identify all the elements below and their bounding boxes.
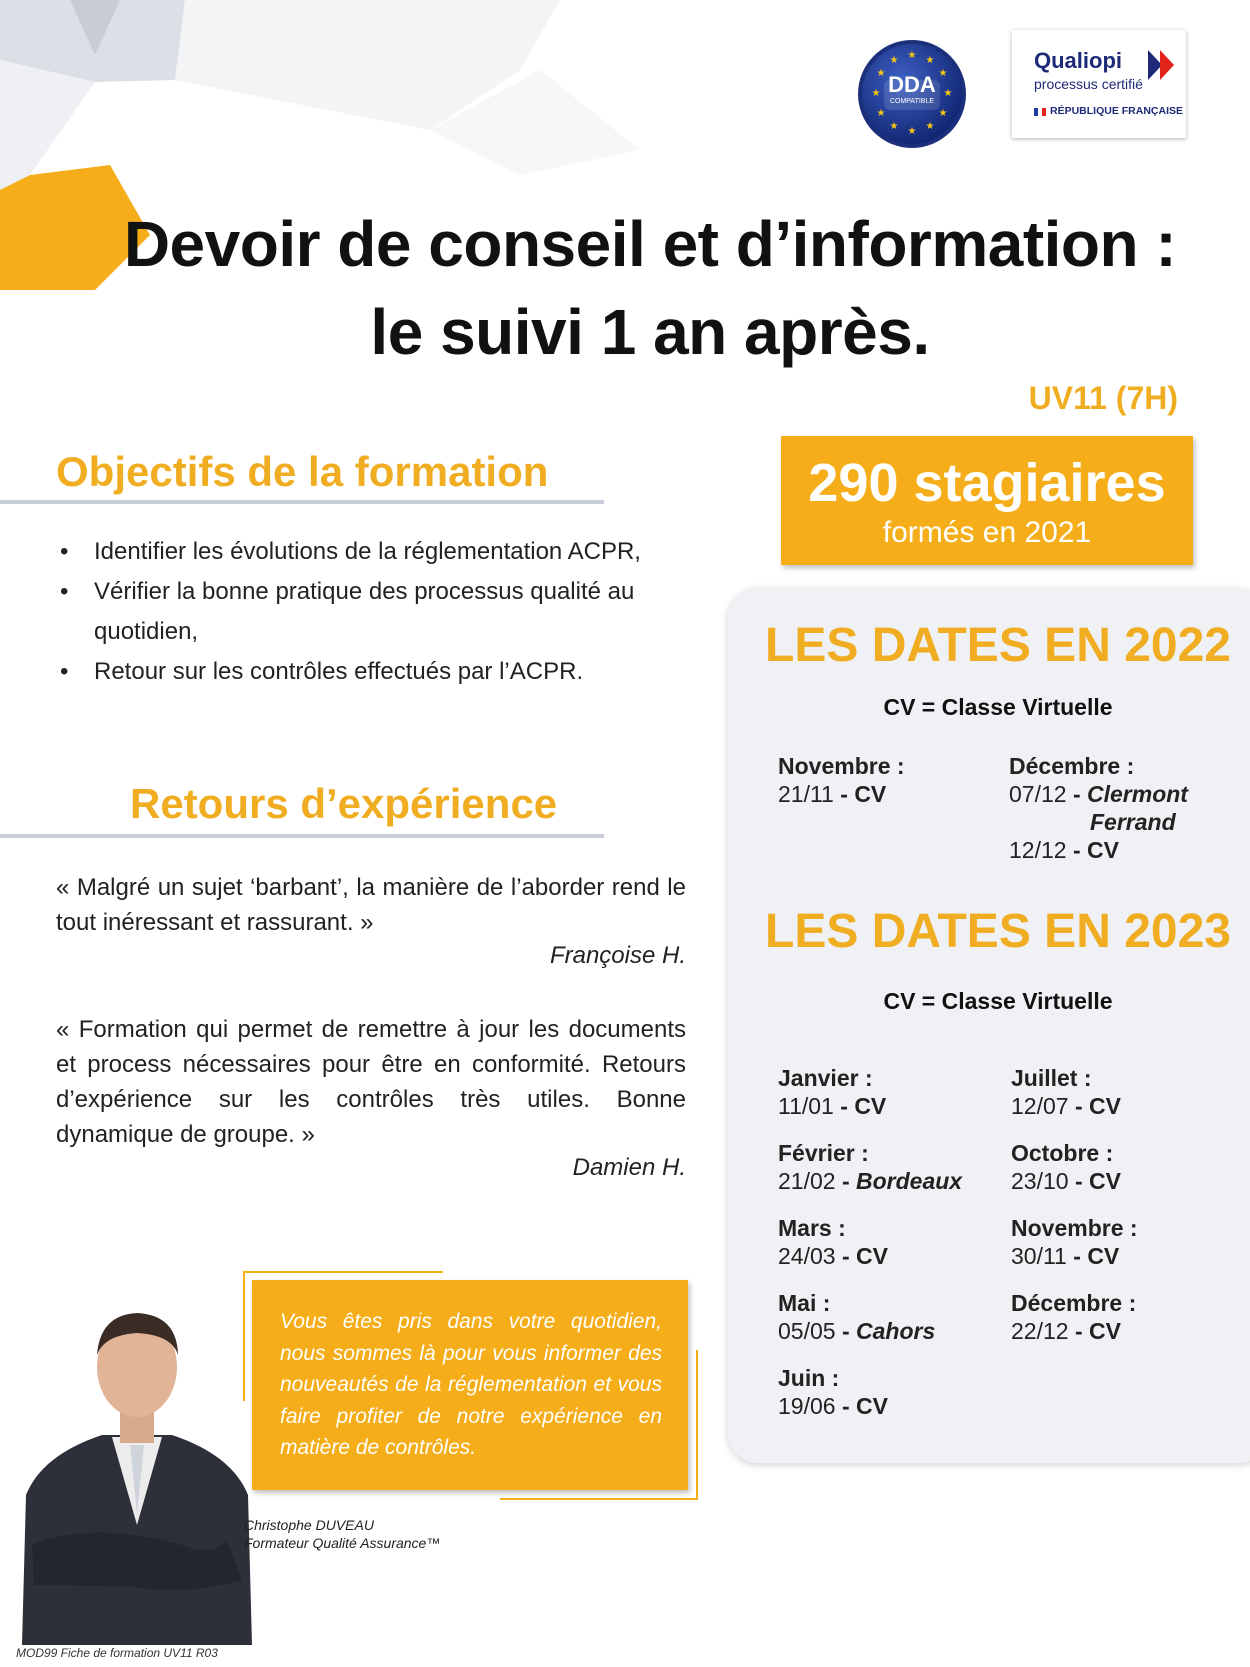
session-date: 12/07 [1011,1093,1069,1119]
month-block [778,1064,886,1120]
session-location: CV [1089,1093,1121,1119]
qualiopi-badge [1012,30,1186,138]
quote-text: « Malgré un sujet ‘barbant’, la manière de l’aborder rend le tout inéressant et rassurant. » [56,874,686,936]
uv-label: UV11 (7H) [1028,380,1178,416]
session-date: 21/11 [778,781,834,807]
session-location: CV [854,781,887,807]
month-name: Mai : [778,1290,831,1316]
session-location: CV [1089,1318,1121,1344]
svg-text:★: ★ [938,68,948,79]
month-block [1011,1139,1121,1195]
month-block [778,1214,888,1270]
session-line [1011,1092,1121,1120]
month-block [1011,1289,1136,1345]
session-line [778,1092,886,1120]
month-block [778,1139,962,1195]
session-location: CV [856,1393,888,1419]
svg-text:★: ★ [943,88,953,99]
svg-text:★: ★ [925,55,935,66]
page-title-line2: le suivi 1 an après. [370,296,930,368]
objectifs-underline [0,500,604,504]
quote-text: « Formation qui permet de remettre à jour les documents et process nécessaires pour être en conformité. Retours d’expérience sur les contrôles très utiles. Bonne dynamique de groupe. » [56,1016,686,1148]
session-separator: - [1068,1093,1090,1119]
session-date: 22/12 [1011,1318,1069,1344]
session-line [1011,1167,1121,1195]
month-block-decembre-2022 [1009,752,1188,864]
quote-author: Françoise H. [549,942,686,969]
session-location: CV [1087,837,1119,863]
footer-reference: MOD99 Fiche de formation UV11 R03 [16,1646,218,1660]
session-location: Bordeaux [856,1168,963,1194]
month-name: Janvier : [778,1065,873,1091]
session-location: CV [1087,1243,1120,1269]
trainer-message: Vous êtes pris dans votre quotidien, nous sommes là pour vous informer des nouveautés de la réglementation et vous faire profiter de notre expérience en matière de contrôles. [280,1310,662,1459]
stagiaires-subtitle: formés en 2021 [882,516,1092,549]
month-name: Juin : [778,1365,840,1391]
retours-underline [0,834,604,838]
dates-panel [728,588,1250,1463]
session-line [1011,1317,1136,1345]
dates-2023-title: LES DATES EN 2023 [765,905,1231,958]
month-block [778,1364,888,1420]
cv-legend: CV = Classe Virtuelle [883,694,1113,720]
month-name: Octobre : [1011,1140,1114,1166]
session-separator: - [1068,1168,1090,1194]
svg-text:★: ★ [876,68,886,79]
month-name: Novembre : [778,753,905,779]
session-date: 24/03 [778,1243,836,1269]
qualiopi-republique: RÉPUBLIQUE FRANÇAISE [1050,105,1184,117]
objectif-item: • Identifier les évolutions de la réglementation ACPR, [58,532,654,572]
month-block-novembre-2022 [778,752,905,808]
qualiopi-subtitle: processus certifié [1034,76,1143,92]
month-name: Décembre : [1009,753,1135,779]
objectif-item: • Vérifier la bonne pratique des processus qualité au quotidien, [58,572,654,652]
session-location: CV [856,1243,888,1269]
stagiaires-count: 290 stagiaires [808,453,1166,513]
month-name: Février : [778,1140,869,1166]
session-line [1009,836,1188,864]
dates-2022-title: LES DATES EN 2022 [765,619,1231,672]
page-title-line1: Devoir de conseil et d’information : [123,208,1177,280]
dda-compatible-badge [856,38,968,150]
frame-line [243,1271,245,1401]
frame-line [243,1271,443,1273]
session-date: 12/12 [1009,837,1067,863]
session-separator: - [1068,1318,1090,1344]
month-block [1011,1214,1138,1270]
session-date: 30/11 [1011,1243,1067,1269]
month-block [778,1289,935,1345]
dda-sublabel: COMPATIBLE [889,98,935,105]
month-block [1011,1064,1121,1120]
session-location-cont: Ferrand [1090,809,1176,835]
frame-line [500,1498,698,1500]
svg-text:★: ★ [925,121,935,132]
session-date: 23/10 [1011,1168,1069,1194]
svg-text:★: ★ [876,108,886,119]
session-separator: - [835,1243,857,1269]
svg-text:★: ★ [889,121,899,132]
session-separator: - [1066,781,1088,807]
session-line [778,1242,888,1270]
session-separator: - [835,1393,857,1419]
trainer-signature [244,1516,440,1552]
french-flag-icon [1034,108,1046,116]
month-name: Juillet : [1011,1065,1092,1091]
session-location: Clermont [1087,781,1188,807]
session-date: 21/02 [778,1168,836,1194]
svg-text:★: ★ [907,126,917,137]
qualiopi-brand: Qualiopi [1034,48,1122,73]
session-separator: - [1066,1243,1088,1269]
session-separator: - [833,781,855,807]
objectifs-list [58,532,698,692]
trainer-role: Formateur Qualité Assurance™ [244,1535,441,1551]
session-line [778,780,905,808]
session-line [1009,780,1188,808]
session-date: 11/01 [778,1093,834,1119]
stagiaires-stat-box [781,436,1193,565]
svg-text:★: ★ [907,50,917,61]
cv-legend: CV = Classe Virtuelle [883,988,1113,1014]
quote-author: Damien H. [572,1154,686,1181]
svg-text:★: ★ [938,108,948,119]
session-location: Cahors [856,1318,936,1344]
session-separator: - [1066,837,1088,863]
session-line [1011,1242,1138,1270]
session-line [778,1317,935,1345]
retours-heading: Retours d’expérience [130,780,558,827]
month-name: Décembre : [1011,1290,1137,1316]
session-date: 05/05 [778,1318,836,1344]
session-location: CV [854,1093,887,1119]
svg-text:★: ★ [871,88,881,99]
frame-line [696,1350,698,1500]
objectif-item: • Retour sur les contrôles effectués par l’ACPR. [58,652,698,692]
session-date: 19/06 [778,1393,836,1419]
session-location: CV [1089,1168,1121,1194]
dda-label: DDA [888,72,936,97]
session-separator: - [835,1168,857,1194]
trainer-name: Christophe DUVEAU [244,1517,374,1533]
svg-text:★: ★ [889,55,899,66]
qualiopi-arrows-icon [1148,50,1180,80]
trainer-photo [12,1295,262,1645]
session-separator: - [835,1318,857,1344]
month-name: Mars : [778,1215,846,1241]
month-name: Novembre : [1011,1215,1138,1241]
session-date: 07/12 [1009,781,1067,807]
page-title [40,200,1250,376]
session-separator: - [833,1093,855,1119]
session-line [778,1392,888,1420]
objectifs-heading: Objectifs de la formation [56,448,549,495]
session-line [778,1167,962,1195]
